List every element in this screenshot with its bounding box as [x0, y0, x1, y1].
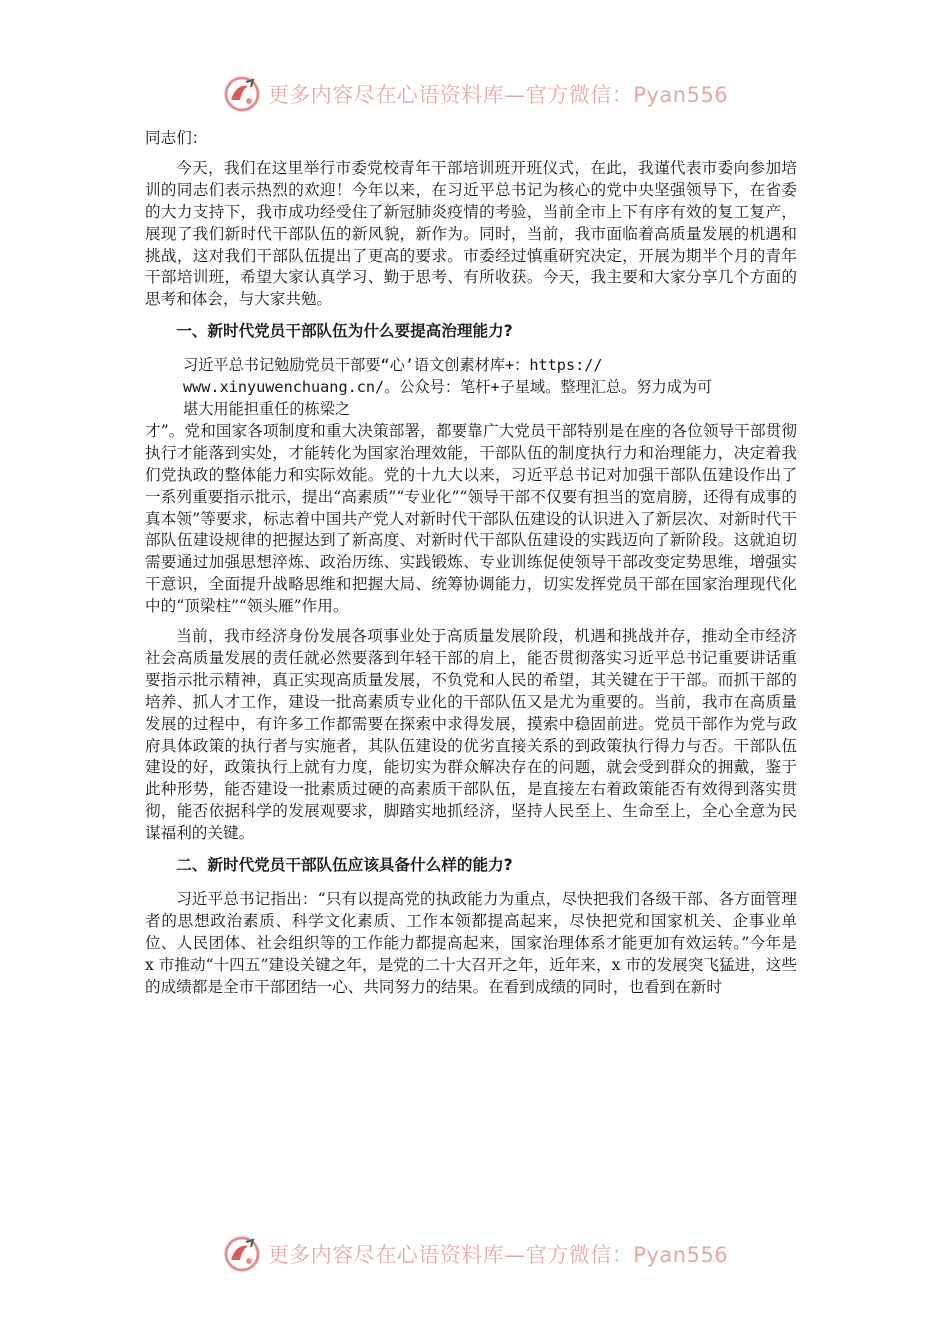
brand-logo-icon	[222, 1234, 262, 1274]
section-heading-2: 二、新时代党员干部队伍应该具备什么样的能力?	[176, 856, 513, 875]
document-body	[145, 128, 797, 999]
paragraph-4: 习近平总书记指出：“只有以提高党的执政能力为重点，尽快把我们各级干部、各方面管理者的思想政治素质、科学文化素质、工作本领都提高起来，尽快把党和国家机关、企事业单位、人民团体、社会组织等的工作能力都提高起来，国家治理体系才能更加有效运转。”今年是 x 市推动“十四五”建设关键之年，是党的二十大召开之年，近年来，x 市的发展突飞猛进，这些的成绩都是全市干部团结一心、共同努力的结果。在看到成绩的同时，也看到在新时	[145, 890, 797, 996]
banner-text: 更多内容尽在心语资料库—官方微信：Pyan556	[267, 1243, 729, 1267]
quote-line-1: 习近平总书记勉励党员干部要“心’语文创素材库+：https://	[183, 356, 603, 375]
paragraph-2: 才”。党和国家各项制度和重大决策部署，都要靠广大党员干部特别是在座的各位领导干部贯彻执行才能落到实处，才能转化为国家治理效能，干部队伍的制度执行力和治理能力，决定着我们党执政的整体能力和实际效能。党的十九大以来，习近平总书记对加强干部队伍建设作出了一系列重要指示批示，提出“高素质”“专业化”“领导干部不仅要有担当的宽肩膀，还得有成事的真本领”等要求，标志着中国共产党人对新时代干部队伍建设的认识进入了新层次、对新时代干部队伍建设规律的把握达到了新高度、对新时代干部队伍建设的实践迈向了新阶段。这就迫切需要通过加强思想淬炼、政治历练、实践锻炼、专业训练促使领导干部改变定势思维，增强实干意识，全面提升战略思维和把握大局、统筹协调能力，切实发挥党员干部在国家治理现代化中的“顶梁柱”“领头雁”作用。	[145, 421, 797, 616]
section-heading-1: 一、新时代党员干部队伍为什么要提高治理能力?	[176, 322, 513, 341]
paragraph-3: 当前，我市经济身份发展各项事业处于高质量发展阶段，机遇和挑战并存，推动全市经济社会高质量发展的责任就必然要落到年轻干部的肩上，能否贯彻落实习近平总书记重要讲话重要指示批示精神，真正实现高质量发展，不负党和人民的希望，其关键在于干部。而抓干部的培养、抓人才工作，建设一批高素质专业化的干部队伍又是尤为重要的。当前，我市在高质量发展的过程中，有许多工作都需要在探索中求得发展，摸索中稳固前进。党员干部作为党与政府具体政策的执行者与实施者，其队伍建设的优劣直接关系的到政策执行得力与否。干部队伍建设的好，政策执行上就有力度，能切实为群众解决存在的问题，就会受到群众的拥戴，鉴于此种形势，能否建设一批素质过硬的高素质干部队伍，是直接左右着政策能否有效得到落实贯彻，能否依据科学的发展观要求，脚踏实地抓经济，坚持人民至上、生命至上，全心全意为民谋福利的关键。	[145, 627, 797, 843]
footer-banner	[0, 1234, 950, 1274]
brand-logo-icon	[222, 74, 262, 114]
banner-text: 更多内容尽在心语资料库—官方微信：Pyan556	[267, 83, 729, 107]
quote-block	[145, 355, 797, 421]
header-banner	[0, 74, 950, 114]
quote-line-3: 堪大用能担重任的栋梁之	[183, 399, 351, 418]
quote-line-2: www.xinyuwenchuang.cn/。公众号：笔杆+子星域。整理汇总。努力成为可	[183, 378, 713, 397]
paragraph-1: 今天，我们在这里举行市委党校青年干部培训班开班仪式，在此，我谨代表市委向参加培训的同志们表示热烈的欢迎！今年以来，在习近平总书记为核心的党中央坚强领导下，在省委的大力支持下，我市成功经受住了新冠肺炎疫情的考验，当前全市上下有序有效的复工复产，展现了我们新时代干部队伍的新风貌，新作为。同时，当前，我市面临着高质量发展的机遇和挑战，这对我们干部队伍提出了更高的要求。市委经过慎重研究决定，开展为期半个月的青年干部培训班，希望大家认真学习、勤于思考、有所收获。今天，我主要和大家分享几个方面的思考和体会，与大家共勉。	[145, 158, 797, 309]
greeting: 同志们：	[145, 129, 208, 147]
